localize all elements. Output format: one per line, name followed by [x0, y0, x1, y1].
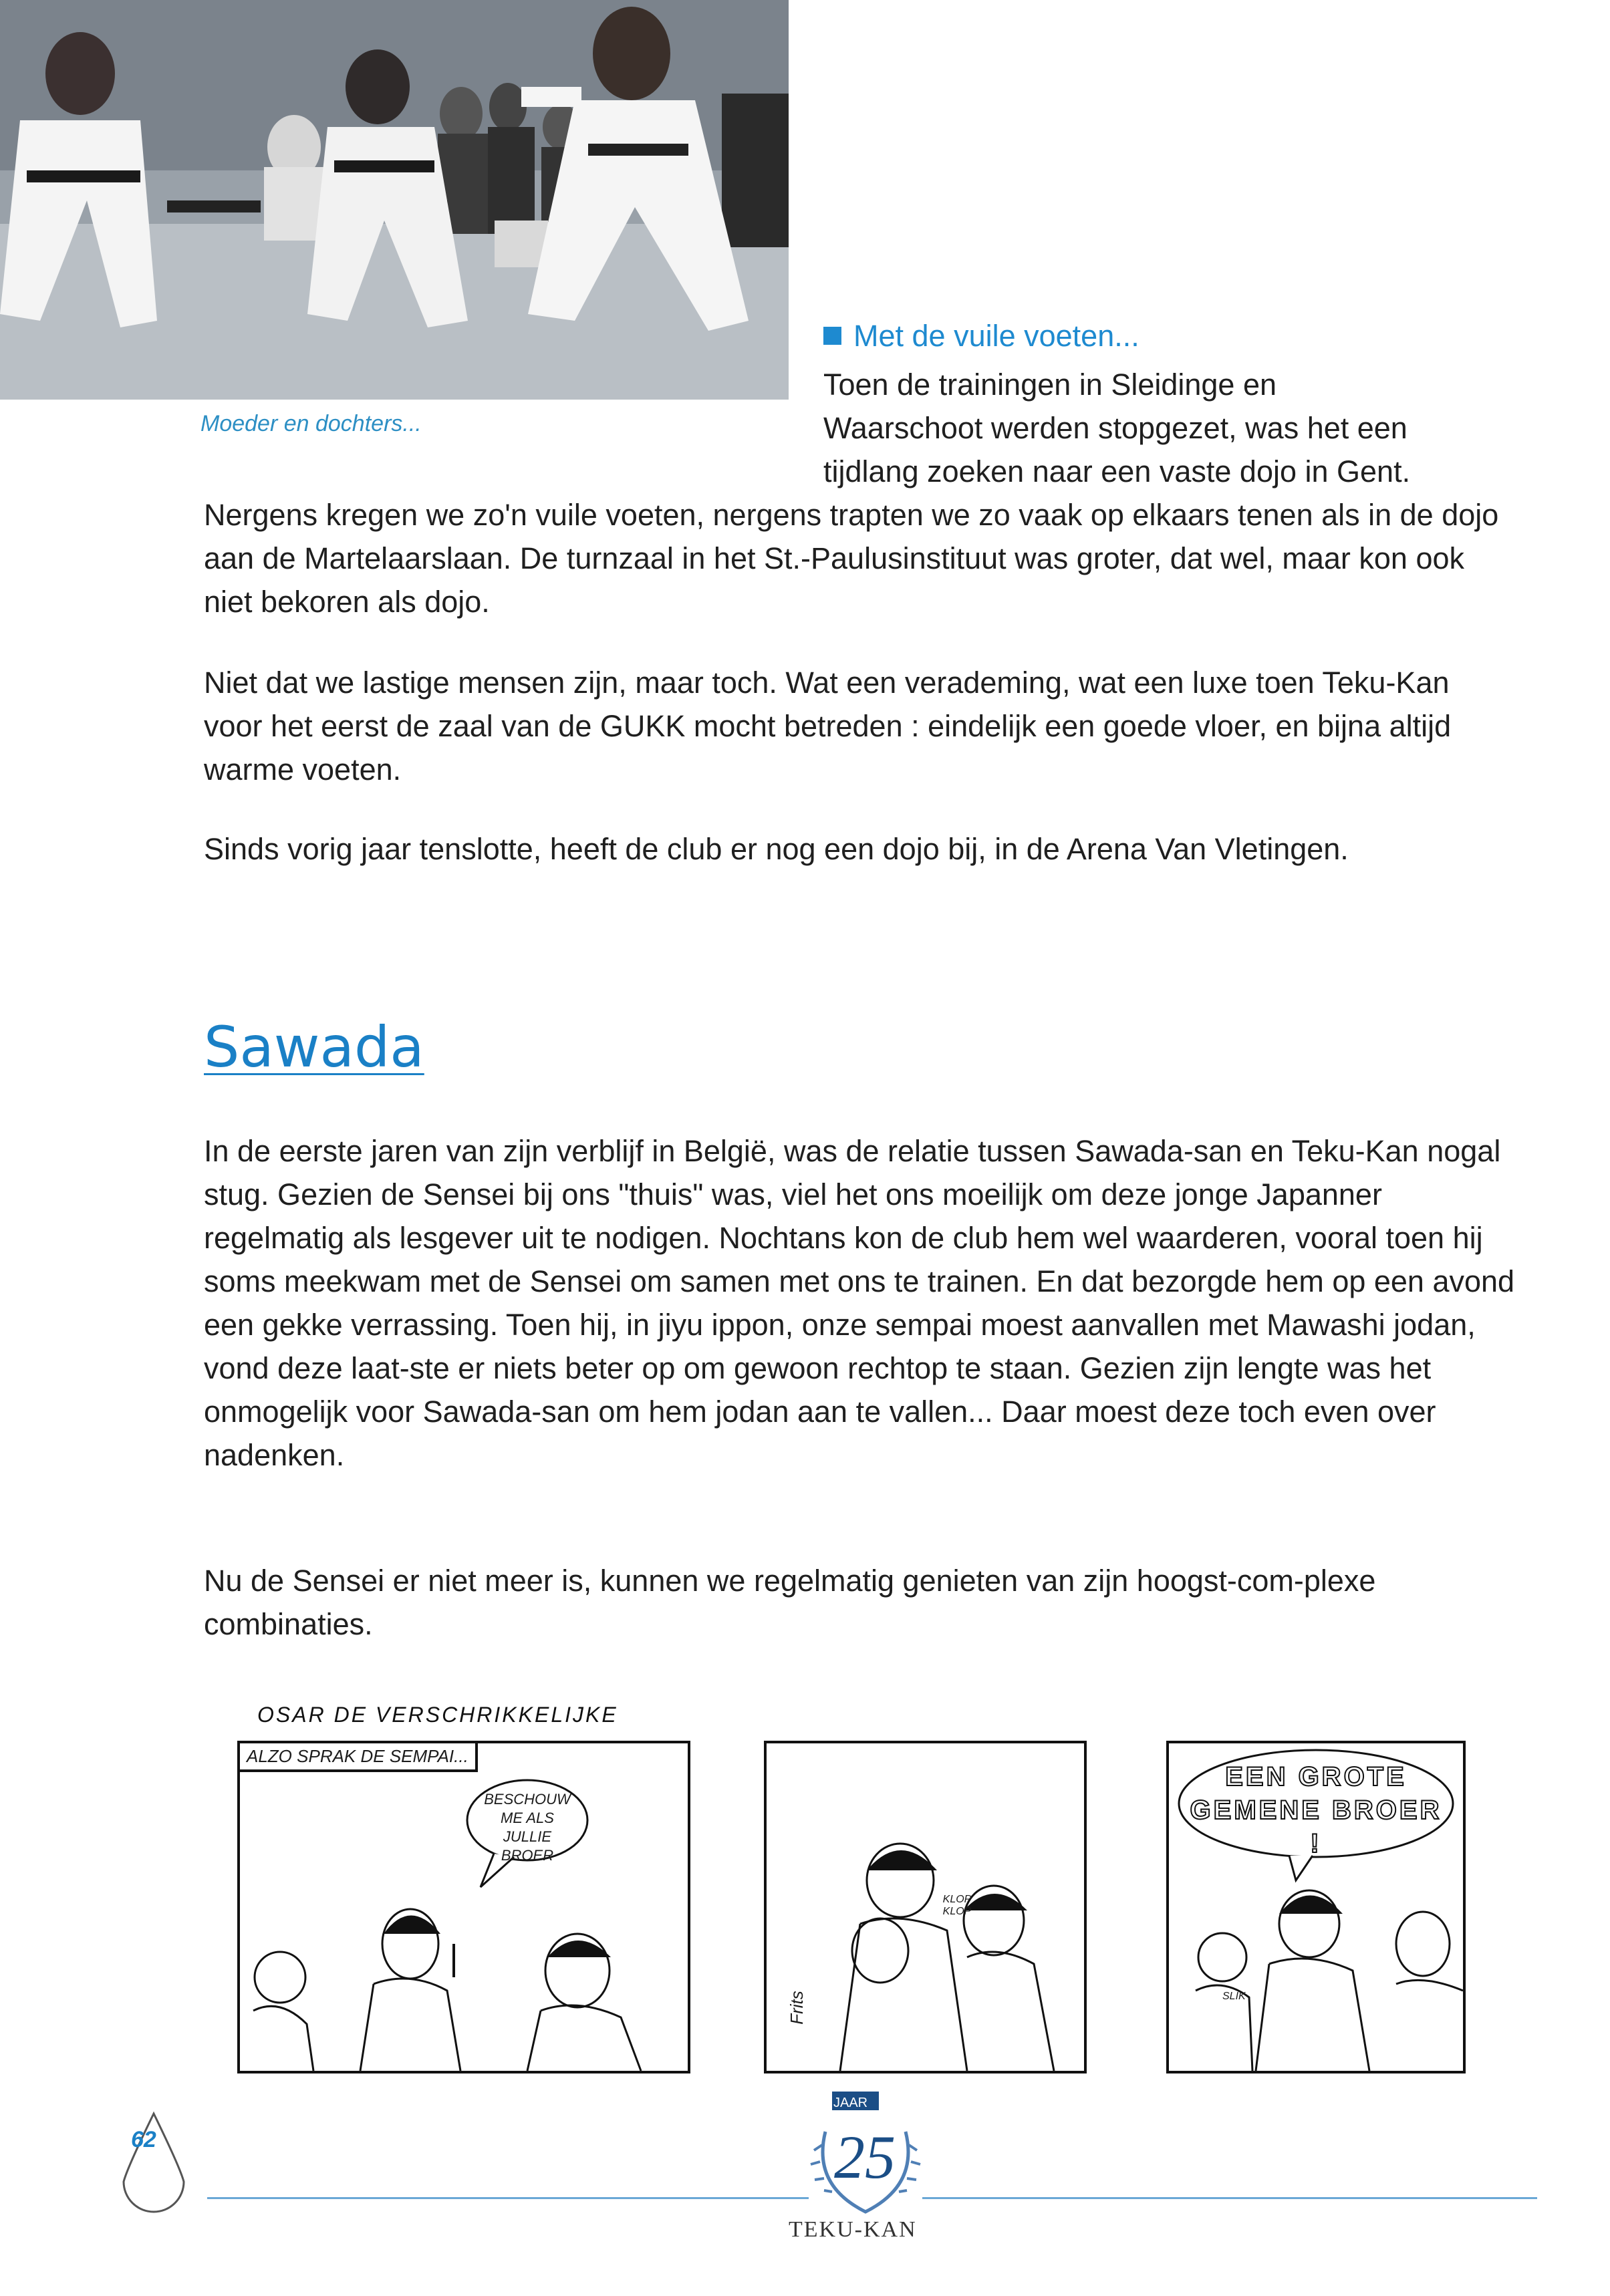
photo-caption: Moeder en dochters... — [200, 411, 422, 436]
paragraph-line: Toen de trainingen in Sleidinge en — [823, 368, 1277, 402]
comic-panel-2 — [764, 1741, 1087, 2073]
comic-caption: ALZO SPRAK DE SEMPAI... — [240, 1743, 478, 1772]
section-subheading — [823, 319, 1139, 353]
comic-sound-effect: KLOP KLOP — [942, 1894, 972, 1917]
comic-sound-effect: SLIK — [1222, 1991, 1246, 2002]
karate-photo-illustration — [0, 0, 789, 400]
paragraph-arena: Sinds vorig jaar tenslotte, heeft de club er nog een dojo bij, in de Arena Van Vletingen. — [204, 832, 1349, 866]
paragraph-line: tijdlang zoeken naar een vaste dojo in Gent. — [823, 454, 1411, 488]
logo-number: 25 — [834, 2123, 896, 2191]
comic-panel-1-drawing — [240, 1743, 688, 2071]
paragraph-sawada: In de eerste jaren van zijn verblijf in België, was de relatie tussen Sawada-san en Teku-Kan nogal stug. Gezien de Sensei bij ons "thuis" was, viel het ons moeilijk om deze jonge Japanner regelmatig als lesgever uit te nodigen. Nochtans kon de club hem wel waarderen, vooral toen hij soms meekwam met de Sensei om samen met ons te trainen. En dat bezorgde hem op een avond een gekke verrassing. Toen hij, in jiyu ippon, onze sempai moest aanvallen met Mawashi jodan, vond deze laat-ste er niets beter op om gewoon rechtop te staan. Gezien zijn lengte was het onmogelijk voor Sawada-san om hem jodan aan te vallen... Daar moest deze toch even over nadenken. — [204, 1134, 1515, 1472]
comic-signature: Frits — [786, 1991, 807, 2025]
page-number-drop-icon — [100, 2108, 207, 2215]
comic-title: OSAR DE VERSCHRIKKELIJKE — [257, 1703, 618, 1727]
logo-jaar: JAAR — [833, 2096, 868, 2110]
comic-panel-2-drawing — [767, 1743, 1084, 2071]
footer-rule-left — [207, 2197, 809, 2199]
paragraph-line: Waarschoot werden stopgezet, was het een — [823, 411, 1407, 445]
comic-panel-3 — [1166, 1741, 1466, 2073]
subheading-text: Met de vuile voeten... — [853, 319, 1139, 353]
karate-photo — [0, 0, 789, 400]
paragraph-intro — [823, 363, 1410, 493]
brand-name: TEKU-KAN — [789, 2217, 917, 2242]
page-number: 62 — [131, 2127, 156, 2152]
comic-speech-bubble: BESCHOUW ME ALS JULLIE BROER — [484, 1791, 571, 1864]
square-bullet-icon — [823, 327, 841, 345]
comic-shout-bubble: EEN GROTE GEMENE BROER ! — [1190, 1762, 1442, 1858]
paragraph-combinations: Nu de Sensei er niet meer is, kunnen we regelmatig genieten van zijn hoogst-com-plexe combinaties. — [204, 1564, 1376, 1641]
section-heading-sawada: Sawada — [204, 1014, 424, 1080]
paragraph-gukk: Niet dat we lastige mensen zijn, maar toch. Wat een verademing, wat een luxe toen Teku-Kan voor het eerst de zaal van de GUKK mocht betreden : eindelijk een goede vloer, en bijna altijd warme voeten. — [204, 666, 1452, 786]
footer-rule-right — [922, 2197, 1537, 2199]
comic-panel-1 — [237, 1741, 690, 2073]
paragraph-dojo: Nergens kregen we zo'n vuile voeten, nergens trapten we zo vaak op elkaars tenen als in de dojo aan de Martelaarslaan. De turnzaal in het St.-Paulusinstituut was groter, dat wel, maar kon ook niet bekoren als dojo. — [204, 498, 1499, 619]
